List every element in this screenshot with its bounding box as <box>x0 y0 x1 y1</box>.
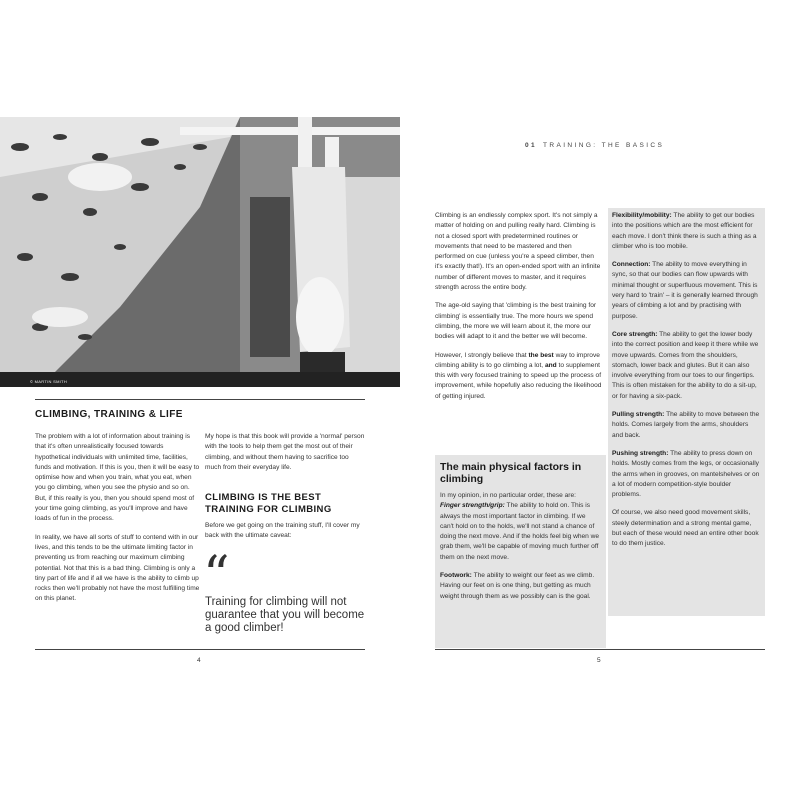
divider <box>35 399 365 400</box>
paragraph: The age-old saying that 'climbing is the best training for climbing' is essentially true. The more hours we spend climbing, the more we will learn about it, the more our bodies will adapt to it and the better we will become. <box>435 302 597 341</box>
factor-finger <box>440 501 601 563</box>
box-intro: In my opinion, in no particular order, these are: <box>440 492 576 499</box>
factor-label: Flexibility/mobility: <box>612 212 672 219</box>
section-heading: CLIMBING, TRAINING & LIFE <box>35 409 183 420</box>
factor-label: Connection: <box>612 261 651 269</box>
factor-text: The ability to get our bodies into the positions which are the most efficient for each move. I don't think there is such a thing as a climber who is too mobile. <box>612 212 757 250</box>
photo-caption: © MARTIN SMITH <box>30 379 68 384</box>
factor-text: The ability to hold on. This is always the most important factor in climbing. If we can't hold on to the holds, we'll not stand a chance of doing the next move. And if the holds feel big when we grab them, we'll be capable of moving much further off them on the next move. <box>440 502 600 561</box>
chapter-number: 01 <box>525 142 538 149</box>
paragraph: My hope is that this book will provide a 'normal' person with the tools to help them get the most out of their climbing, and without them having to sacrifice too much from their everyday life. <box>205 433 365 471</box>
left-column-2 <box>205 432 365 481</box>
physical-factors-box <box>435 455 606 648</box>
factor-label: Pulling strength: <box>612 411 665 419</box>
factor-footwork <box>440 571 601 602</box>
factor-core <box>612 330 761 402</box>
paragraph <box>435 351 603 402</box>
factor-text: The ability to weight our feet as we climb. Having our feet on is one thing, but getting as much weight through them as we possibly can is the goal. <box>440 572 595 600</box>
left-column-1 <box>35 432 200 613</box>
emphasis: and <box>544 361 557 369</box>
factor-flexibility <box>612 211 761 252</box>
factor-text: The ability to move everything in sync, so that our bodies can flow upwards with minimal thought or superfluous movement. This is very hard to 'train' – it is generally learned through years of climbing a lot and by practising with purpose. <box>612 261 758 320</box>
pull-quote: Training for climbing will not guarantee that you will become a good climber! <box>205 596 365 635</box>
factor-label: Core strength: <box>612 330 658 338</box>
paragraph: In reality, we have all sorts of stuff to contend with in our lives, and this tends to be the ultimate limiting factor in preventing us from reaching our maximum climbing potential. Not that this is a bad thing. Climbing is only a tiny part of life and if all we have is the ability to climb up rocks then we'll probably not have the most fulfilling time on this planet. <box>35 533 200 603</box>
subheading: CLIMBING IS THE BEST TRAINING FOR CLIMBING <box>205 492 332 515</box>
factor-pulling <box>612 410 761 441</box>
right-column-1 <box>435 211 603 410</box>
physical-factors-box-continued <box>608 208 765 616</box>
paragraph: Climbing is an endlessly complex sport. It's not simply a matter of holding on and pulling really hard. Climbing is not a closed sport with predetermined routines or movements that need to be mastered and then performed on cue (unless you're a speed climber, then it's exactly that!). It's an open-ended sport with an infinite number of different moves to master, and it requires strength across the entire body. <box>435 212 601 292</box>
footer-divider <box>35 649 365 650</box>
text-run: to supplement this with very focused training to speed up the process of improvement, while hopefully also reducing the likelihood of getting injured. <box>435 361 602 400</box>
factor-connection <box>612 260 761 322</box>
factor-text: The ability to get the lower body into the correct position and keep it there while we move upwards. Comes from the shoulders, stomach, lower back and glutes. But it can also involve everything from our toes to our fingertips. This is often mistaken for the ability to do a sit-up, or for having a six-pack. <box>612 330 759 400</box>
factor-text: The ability to move between the holds. Comes largely from the arms, shoulders and back. <box>612 411 760 439</box>
factor-label: Pushing strength: <box>612 449 669 457</box>
climber-image <box>0 117 400 387</box>
chapter-title: TRAINING: THE BASICS <box>543 142 665 149</box>
box-content-continued <box>608 208 765 550</box>
text-run: However, I strongly believe that <box>435 351 529 359</box>
running-head <box>525 142 664 149</box>
box-title: The main physical factors in climbing <box>440 461 582 485</box>
left-page <box>0 117 400 664</box>
paragraph: The problem with a lot of information about training is that it's often unrealistically focused towards hypothetical individuals with unlimited time, facilities, funds and motivation. If this is you, then it will be easy to optimise how and when you train, what you eat, when you go climbing, when you see the physio and so on. But, if this really is you, then you should spend most of your time going climbing, as you'll improve and have loads of fun in the process. <box>35 433 200 523</box>
factor-label: Finger strength/grip: <box>440 502 505 510</box>
text-run: way to improve climbing ability is to go climbing a lot, <box>435 351 600 369</box>
footer-divider <box>435 649 765 650</box>
page-number: 4 <box>197 657 201 664</box>
factor-pushing <box>612 449 761 500</box>
caveat-intro: Before we get going on the training stuff, I'll cover my back with the ultimate caveat: <box>205 522 360 540</box>
box-content <box>440 491 601 602</box>
factor-text: The ability to press down on holds. Mostly comes from the legs, or occasionally the arms when in grooves, on mantelshelves or on a lot of modern competition-style boulder problems. <box>612 449 760 499</box>
box-outro: Of course, we also need good movement skills, steely determination and a strong mental game, but each of these would need an entire other book to do them justice. <box>612 509 759 548</box>
page-number: 5 <box>597 657 601 664</box>
emphasis: the best <box>528 351 554 359</box>
quote-mark-icon: “ <box>203 546 230 606</box>
factor-label: Footwork: <box>440 572 472 580</box>
climbing-photo <box>0 117 400 387</box>
